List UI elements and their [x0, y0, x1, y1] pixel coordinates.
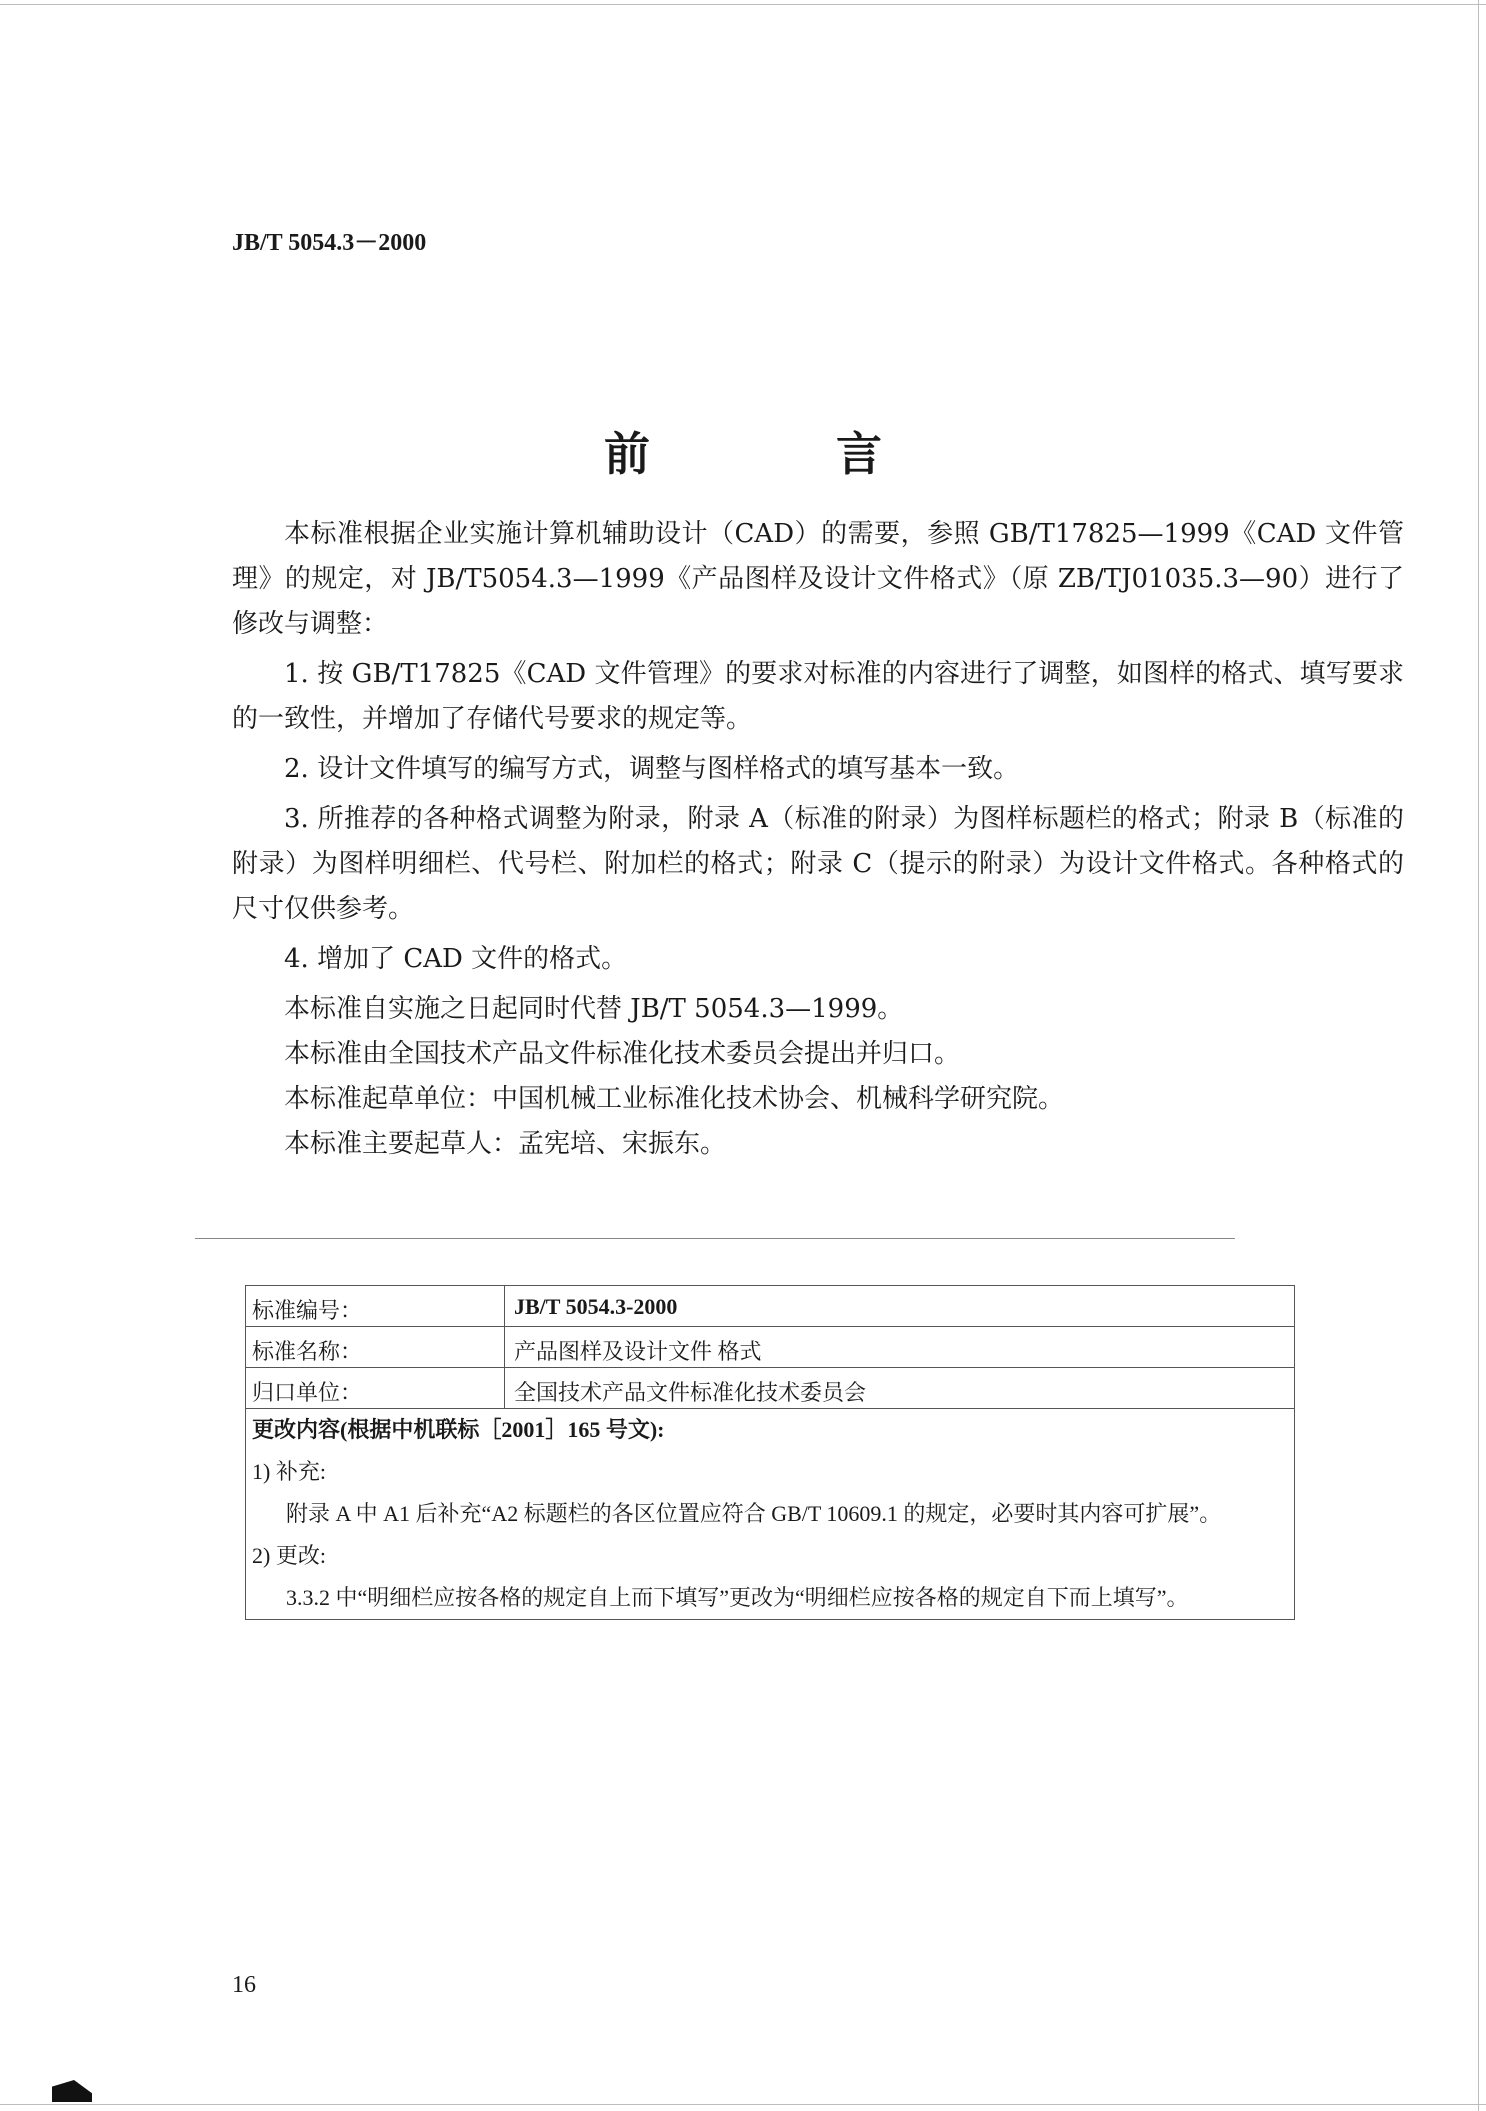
scan-edge-right	[1478, 0, 1479, 2111]
notice-divider	[504, 1368, 505, 1408]
paragraph-item-1: 1. 按 GB/T17825《CAD 文件管理》的要求对标准的内容进行了调整，如图样的格式、填写要求的一致性，并增加了存储代号要求的规定等。	[232, 659, 1404, 734]
paragraph-replaces: 本标准自实施之日起同时代替 JB/T 5054.3—1999。	[284, 994, 904, 1024]
scan-edge-bottom	[0, 2104, 1486, 2105]
document-code: JB/T 5054.3－2000	[232, 230, 427, 256]
notice-value: 产品图样及设计文件 格式	[514, 1339, 762, 1364]
paragraph-drafters: 本标准主要起草人：孟宪培、宋振东。	[284, 1129, 727, 1159]
scan-corner-mark	[52, 2080, 92, 2102]
paragraph-intro: 本标准根据企业实施计算机辅助设计（CAD）的需要，参照 GB/T17825—1999《CAD 文件管理》的规定，对 JB/T5054.3—1999《产品图样及设计文件格式》（原 ZB/TJ01035.3—90）进行了修改与调整：	[232, 519, 1404, 639]
change-item-1-text: 附录 A 中 A1 后补充“A2 标题栏的各区位置应符合 GB/T 10609.1 的规定，必要时其内容可扩展”。	[286, 1501, 1222, 1526]
notice-value: JB/T 5054.3-2000	[514, 1294, 678, 1319]
change-item-1-label: 1) 补充:	[252, 1459, 326, 1484]
change-title: 更改内容(根据中机联标［2001］165 号文):	[252, 1417, 665, 1442]
notice-top-rule	[195, 1238, 1235, 1239]
notice-divider	[504, 1286, 505, 1326]
notice-divider	[504, 1327, 505, 1367]
paragraph-proposer: 本标准由全国技术产品文件标准化技术委员会提出并归口。	[284, 1039, 961, 1069]
notice-change-content	[245, 1409, 1295, 1620]
notice-row-standard-number	[245, 1285, 1295, 1327]
notice-row-standard-name	[245, 1327, 1295, 1368]
change-item-2-text: 3.3.2 中“明细栏应按各格的规定自上而下填写”更改为“明细栏应按各格的规定自下而上填写”。	[286, 1585, 1189, 1610]
scan-edge-top	[0, 4, 1486, 5]
foreword-body	[232, 512, 1404, 1167]
notice-row-responsible-unit	[245, 1368, 1295, 1409]
paragraph-item-2: 2. 设计文件填写的编写方式，调整与图样格式的填写基本一致。	[284, 754, 1020, 784]
page-number: 16	[232, 1972, 256, 1998]
notice-label: 标准编号：	[252, 1298, 363, 1323]
paragraph-item-4: 4. 增加了 CAD 文件的格式。	[284, 944, 628, 974]
paragraph-drafting-unit: 本标准起草单位：中国机械工业标准化技术协会、机械科学研究院。	[284, 1084, 1065, 1114]
change-item-2-label: 2) 更改:	[252, 1543, 326, 1568]
amendment-notice	[245, 1285, 1295, 1620]
paragraph-item-3: 3. 所推荐的各种格式调整为附录，附录 A（标准的附录）为图样标题栏的格式；附录 B（标准的附录）为图样明细栏、代号栏、附加栏的格式；附录 C（提示的附录）为设计文件格式。各种格式的尺寸仅供参考。	[232, 804, 1404, 924]
notice-label: 标准名称：	[252, 1339, 363, 1364]
page-title: 前 言	[604, 427, 952, 481]
notice-value: 全国技术产品文件标准化技术委员会	[514, 1380, 867, 1405]
notice-label: 归口单位：	[252, 1380, 363, 1405]
